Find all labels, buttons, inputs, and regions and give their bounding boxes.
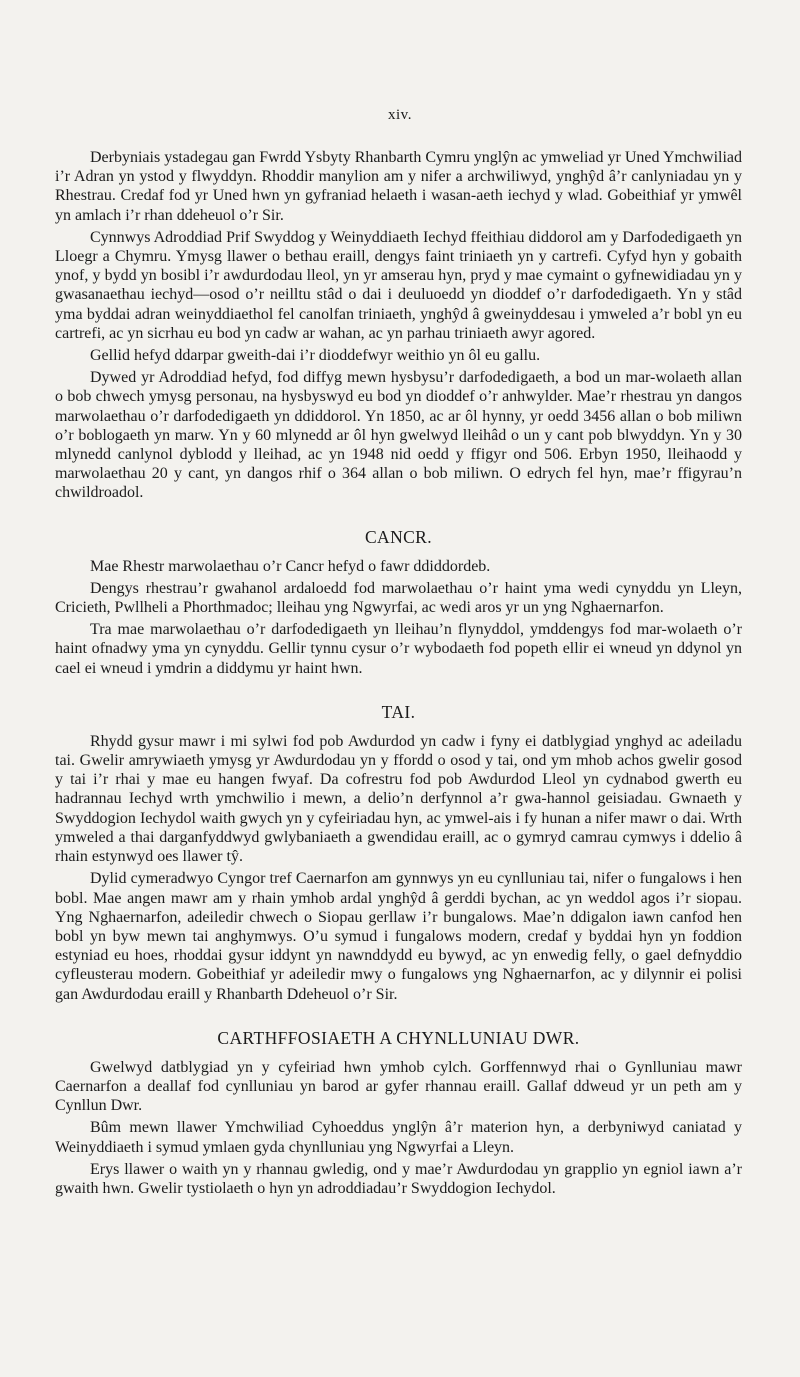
cancer-paragraph-1: Mae Rhestr marwolaethau o’r Cancr hefyd o fawr ddiddordeb.	[90, 557, 491, 575]
cancer-paragraph-3: Tra mae marwolaethau o’r darfodedigaeth yn lleihau’n flynyddol, ymddengys fod mar-wolaeth o’r haint ofnadwy yma yn cynyddu. Gellir tynnu cysur o’r wybodaeth fod popeth ellir ei wneud yn ddynol yn cael ei wneud i ymdrin a diddymu yr haint hwn.	[55, 621, 742, 677]
water-paragraph-1: Gwelwyd datblygiad yn y cyfeiriad hwn ymhob cylch. Gorffennwyd rhai o Gynlluniau mawr Caernarfon a deallaf fod cynlluniau yn barod ar gyfer rhannau eraill. Gallaf ddweud yr un peth am y Cynllun Dwr.	[55, 1058, 742, 1115]
intro-paragraph-4: Dywed yr Adroddiad hefyd, fod diffyg mewn hysbysu’r darfodedigaeth, a bod un mar-wolaeth allan o bob chwech ymysg personau, na hysbyswyd eu bod yn dioddef o’r anhwylder. Mae’r rhestrau yn dangos marwolaethau o’r darfodedigaeth yn ddiddorol. Yn 1850, ac ar ôl hynny, yr oedd 3456 allan o bob miliwn o’r boblogaeth yn marw. Yn y 60 mlynedd ar ôl hyn gwelwyd lleihâd o un y cant pob blwyddyn. Yn y 30 mlynedd canlynol dyblodd y lleihad, ac yn 1948 nid oedd y ffigyr ond 506. Erbyn 1950, lleihaodd y marwolaethau 20 y cant, yn dangos rhif o 364 allan o bob miliwn. O edrych fel hyn, mae’r ffigyrau’n chwildroadol.	[55, 369, 742, 502]
cancer-section	[55, 527, 742, 678]
cancer-heading: CANCR.	[364, 526, 433, 547]
report-body	[55, 148, 742, 1201]
intro-section	[55, 148, 742, 503]
intro-paragraph-1: Derbyniais ystadegau gan Fwrdd Ysbyty Rhanbarth Cymru ynglŷn ac ymweliad yr Uned Ymchwiliad i’r Adran yn ystod y flwyddyn. Rhoddir manylion am y nifer a archwiliwyd, ynghŷd â’r canlyniadau yn y Rhestrau. Credaf fod yr Uned hwn yn gyfraniad helaeth i wasan-aeth iechyd y wlad. Gobeithiaf yr ymwêl yn amlach i’r rhan ddeheuol o’r Sir.	[55, 149, 743, 224]
intro-paragraph-3: Gellid hefyd ddarpar gweith-dai i’r dioddefwyr weithio yn ôl eu gallu.	[90, 347, 541, 365]
cancer-paragraph-2: Dengys rhestrau’r gwahanol ardaloedd fod marwolaethau o’r haint yma wedi cynyddu yn Lleyn, Cricieth, Pwllheli a Phorthmadoc; lleihau yng Ngwyrfai, ac wedi aros yr un yng Nghaernarfon.	[55, 579, 742, 617]
intro-paragraph-2: Cynnwys Adroddiad Prif Swyddog y Weinyddiaeth Iechyd ffeithiau diddorol am y Darfodedigaeth yn Lloegr a Chymru. Ymysg llawer o bethau eraill, dengys faint triniaeth yn y cartrefi. Cyfyd hyn y gobaith ynof, y bydd yn bosibl i’r awdurdodau lleol, yn yr amserau hyn, pryd y mae cymaint o gyfnewidiadau yn y gwasanaethau iechyd—osod o’r neilltu stâd o dai i deuluoedd yn dioddef o’r darfodedigaeth. Yn y stâd yma byddai adran weinyddiaethol fel canolfan triniaeth, ynghŷd â gweinyddesau i ymweled a’r bobl yn eu cartrefi, ac yn sicrhau eu bod yn cadw ar wahan, ac yn parhau triniaeth awyr agored.	[55, 228, 742, 342]
sewerage-water-section	[55, 1028, 742, 1198]
housing-paragraph-1: Rhydd gysur mawr i mi sylwi fod pob Awdurdod yn cadw i fyny ei datblygiad ynghyd ac adeiladu tai. Gwelir amrywiaeth ymysg yr Awdurdodau yn y ffordd o osod y tai, ond ym mhob achos gwelir gosod y tai i’r rhai y mae eu hangen fwyaf. Da cofrestru fod pob Awdurdod Lleol yn cydnabod gwerth eu hadrannau Iechyd wrth ymchwilio i mewn, a delio’n derfynnol a’r gwa-hannol geisiadau. Gwnaeth y Swyddogion Iechydol waith gwych yn y cyfeiriadau hyn, ac ymwel-ais i fy hunan a nifer mawr o dai. Wrth ymweled a thai darganfyddwyd gwlybaniaeth a gwendidau eraill, ac o gymryd camrau cymwys i ddelio â rhain estynwyd oes llawer tŷ.	[55, 732, 742, 866]
water-paragraph-2: Bûm mewn llawer Ymchwiliad Cyhoeddus ynglŷn â’r materion hyn, a derbyniwyd caniatad y Weinyddiaeth i symud ymlaen gyda chynlluniau yng Ngwyrfai a Lleyn.	[55, 1119, 742, 1156]
water-paragraph-3: Erys llawer o waith yn y rhannau gwledig, ond y mae’r Awdurdodau yn grapplio yn egniol iawn a’r gwaith hwn. Gwelir tystiolaeth o hyn yn adroddiadau’r Swyddogion Iechydol.	[55, 1160, 742, 1197]
housing-paragraph-2: Dylid cymeradwyo Cyngor tref Caernarfon am gynnwys yn eu cynlluniau tai, nifer o fungalows i hen bobl. Mae angen mawr am y rhain ymhob ardal ynghŷd â gerddi bychan, ac yn weddol agos i’r siopau. Yng Nghaernarfon, adeiledir chwech o Siopau gerllaw i’r bungalows. Mae’n ddigalon iawn canfod hen bobl yn byw mewn tai anghymwys. O’u symud i fungalows modern, credaf y byddai hyn yn foddion estyniad eu hoes, rhoddai gysur iddynt yn nawnddydd eu bywyd, ac yn enwedig felly, o gael defnyddio cyfleusterau modern. Gobeithiaf yr adeiledir mwy o fungalows yng Nghaernarfon, ac y dilynnir ei polisi gan Awdurdodau eraill y Rhanbarth Ddeheuol o’r Sir.	[55, 870, 742, 1003]
housing-section	[55, 702, 742, 1004]
housing-heading: TAI.	[381, 701, 416, 722]
sewerage-water-heading: CARTHFFOSIAETH A CHYNLLUNIAU DWR.	[217, 1027, 580, 1048]
page-number: xiv.	[388, 107, 412, 123]
